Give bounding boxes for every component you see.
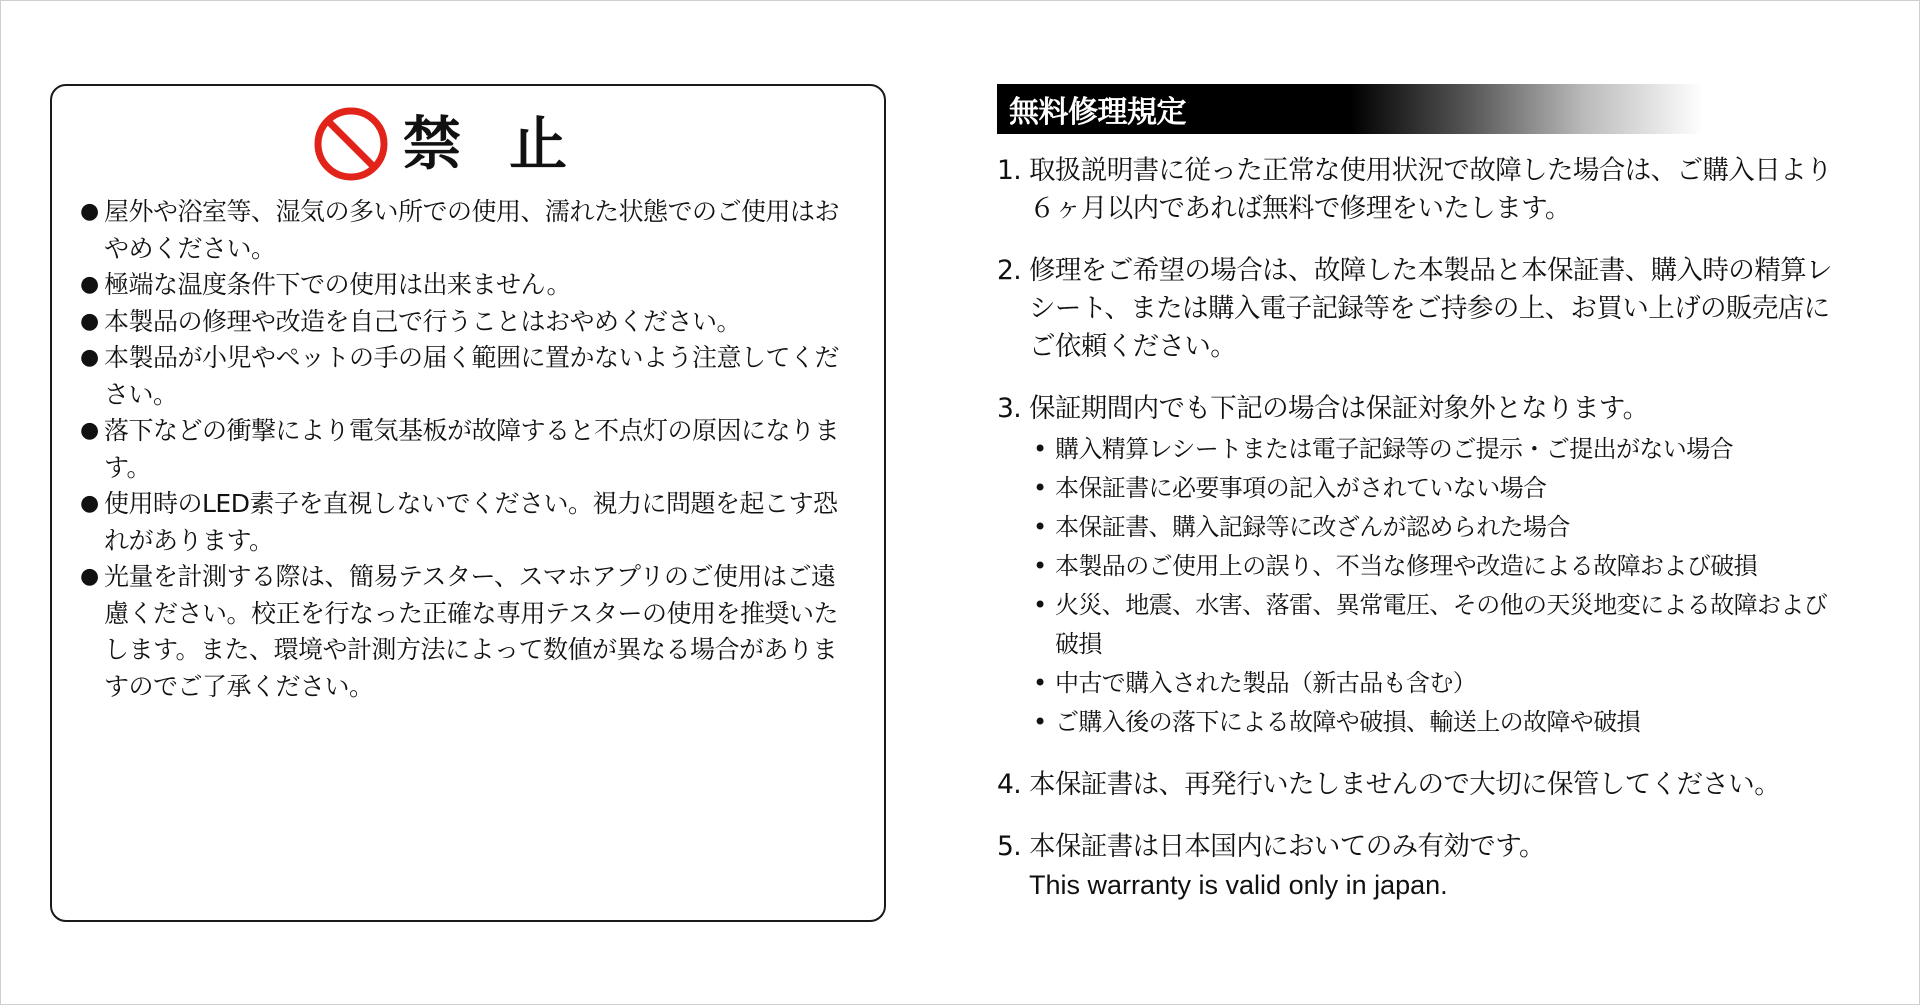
warranty-item: [997, 766, 1837, 804]
warranty-text: 本保証書は日本国内においてのみ有効です。: [1029, 831, 1545, 862]
bullet-mark: ●: [80, 564, 99, 589]
warranty-list: [997, 152, 1837, 904]
warranty-item: [997, 390, 1837, 742]
warranty-text: 取扱説明書に従った正常な使用状況で故障した場合は、ご購入日より６ヶ月以内であれば無料で修理をいたします。: [1029, 155, 1832, 224]
prohibition-text: 極端な温度条件下での使用は出来ません。: [104, 270, 572, 299]
exclusion-text: 購入精算レシートまたは電子記録等のご提示・ご提出がない場合: [1055, 435, 1733, 463]
warranty-item-body: [1029, 390, 1837, 742]
prohibition-panel: [50, 84, 886, 922]
warranty-item: [997, 828, 1837, 904]
bullet-dot: •: [1033, 435, 1047, 463]
bullet-mark: ●: [80, 199, 99, 224]
exclusion-text: ご購入後の落下による故障や破損、輸送上の故障や破損: [1055, 708, 1640, 736]
prohibition-item: [80, 486, 854, 559]
warranty-heading-bar: [997, 84, 1837, 134]
prohibition-item: [80, 340, 854, 413]
warranty-text: 本保証書は、再発行いたしませんので大切に保管してください。: [1029, 769, 1781, 800]
prohibition-text: 屋外や浴室等、湿気の多い所での使用、濡れた状態でのご使用はおやめください。: [104, 197, 840, 263]
exclusion-item: [1029, 664, 1837, 703]
item-number: 4.: [997, 769, 1022, 800]
exclusion-text: 火災、地震、水害、落雷、異常電圧、その他の天災地変による故障および破損: [1055, 591, 1828, 658]
bullet-dot: •: [1033, 591, 1047, 619]
exclusion-text: 本保証書、購入記録等に改ざんが認められた場合: [1055, 513, 1570, 541]
bullet-mark: ●: [80, 272, 99, 297]
item-number: 1.: [997, 155, 1022, 186]
exclusion-text: 中古で購入された製品（新古品も含む）: [1055, 669, 1477, 697]
exclusion-list: [1029, 430, 1837, 742]
prohibition-title: 禁 止: [402, 110, 582, 178]
item-number: 5.: [997, 831, 1022, 862]
bullet-mark: ●: [80, 345, 99, 370]
prohibition-item: [80, 194, 854, 267]
prohibition-text: 本製品が小児やペットの手の届く範囲に置かないよう注意してください。: [104, 343, 840, 409]
bullet-mark: ●: [80, 308, 99, 334]
warranty-item: [997, 152, 1837, 228]
bullet-mark: ●: [80, 418, 99, 443]
prohibition-text: 落下などの衝撃により電気基板が故障すると不点灯の原因になります。: [104, 416, 840, 482]
warranty-text: 保証期間内でも下記の場合は保証対象外となります。: [1029, 393, 1649, 424]
warranty-item-body: [1029, 828, 1837, 904]
item-number: 2.: [997, 255, 1022, 286]
prohibition-item: [80, 304, 854, 341]
exclusion-text: 本保証書に必要事項の記入がされていない場合: [1055, 474, 1547, 502]
exclusion-item: [1029, 586, 1837, 664]
bullet-dot: •: [1033, 708, 1047, 736]
warranty-panel: [997, 84, 1837, 928]
exclusion-text: 本製品のご使用上の誤り、不当な修理や改造による故障および破損: [1055, 552, 1757, 580]
exclusion-item: [1029, 547, 1837, 586]
exclusion-item: [1029, 703, 1837, 742]
bullet-dot: •: [1033, 513, 1047, 541]
prohibition-header: [40, 106, 854, 182]
prohibition-item: [80, 559, 854, 705]
prohibition-list: [80, 194, 854, 705]
bullet-mark: ●: [80, 491, 99, 516]
warranty-text: 修理をご希望の場合は、故障した本製品と本保証書、購入時の精算レシート、または購入電子記録等をご持参の上、お買い上げの販売店にご依頼ください。: [1029, 255, 1832, 362]
prohibition-text: 本製品の修理や改造を自己で行うことはおやめください。: [104, 306, 742, 336]
exclusion-item: [1029, 508, 1837, 547]
bullet-dot: •: [1033, 669, 1047, 697]
prohibition-item: [80, 267, 854, 304]
bullet-dot: •: [1033, 552, 1047, 580]
exclusion-item: [1029, 469, 1837, 508]
bullet-dot: •: [1033, 474, 1047, 502]
item-number: 3.: [997, 393, 1022, 424]
prohibition-text: 使用時のLED素子を直視しないでください。視力に問題を起こす恐れがあります。: [104, 489, 838, 555]
english-note: This warranty is valid only in japan.: [1029, 870, 1448, 900]
prohibition-item: [80, 413, 854, 486]
warranty-item: [997, 252, 1837, 366]
prohibition-text: 光量を計測する際は、簡易テスター、スマホアプリのご使用はご遠慮ください。校正を行なった正確な専用テスターの使用を推奨いたします。また、環境や計測方法によって数値が異なる場合がありますのでご了承ください。: [104, 562, 839, 701]
exclusion-item: [1029, 430, 1837, 469]
prohibition-sign-icon: [313, 106, 389, 182]
warranty-heading: 無料修理規定: [1009, 95, 1186, 130]
